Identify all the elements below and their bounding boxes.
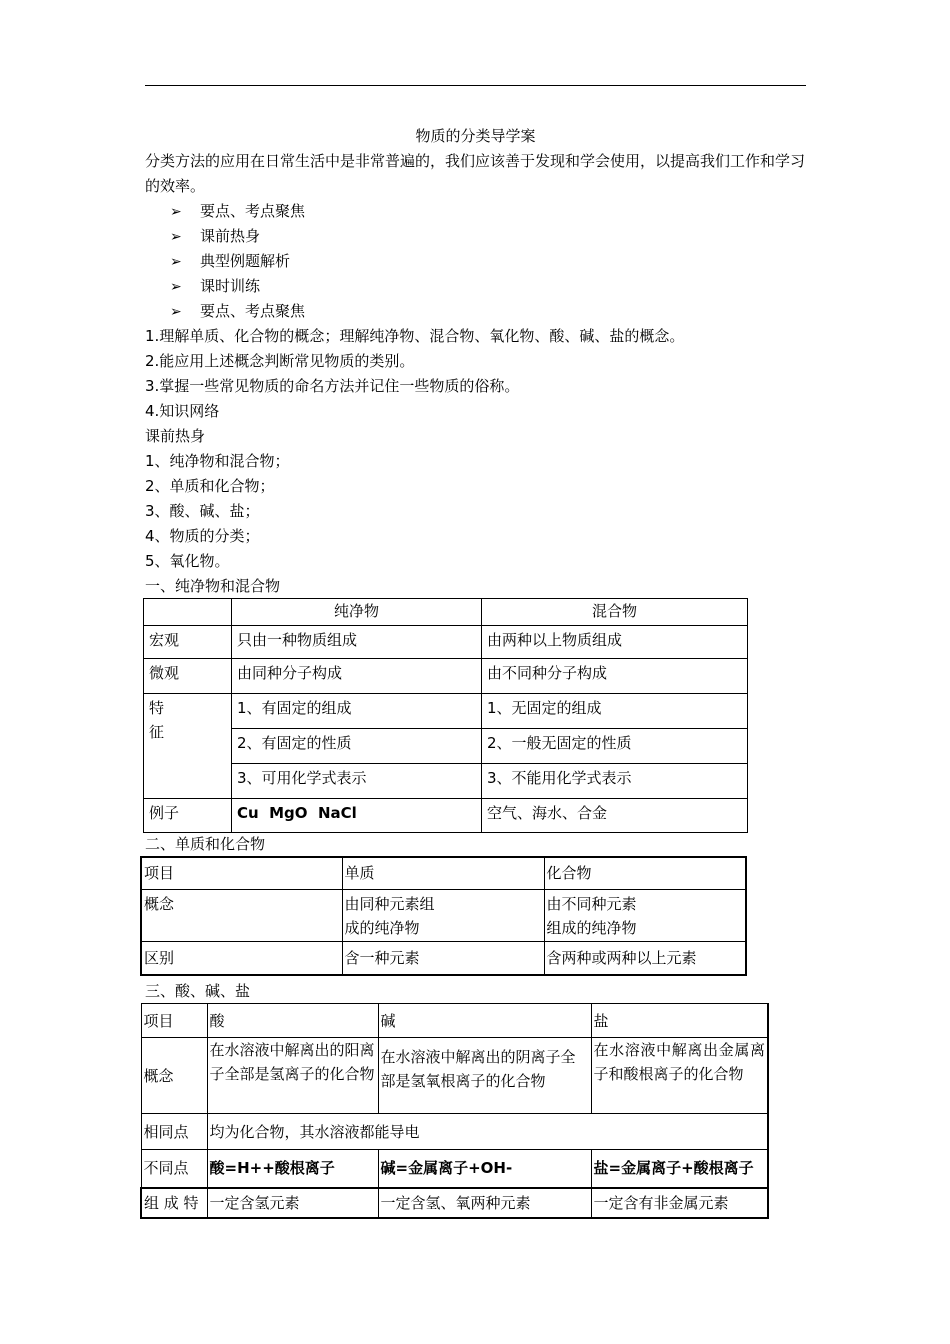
header-salt: 盐 [591,1004,768,1038]
intro-paragraph: 分类方法的应用在日常生活中是非常普遍的，我们应该善于发现和学会使用，以提高我们工作和学习的效率。 [145,152,806,195]
cell-concept-base: 在水溶液中解离出的阴离子全部是氢氧根离子的化合物 [378,1038,591,1114]
cell-macro-mix: 由两种以上物质组成 [482,626,748,659]
table-row [144,626,748,659]
row-label-concept: 概念 [141,889,342,941]
bullet-item: ➢ 要点、考点聚焦 [170,299,305,324]
arrow-icon: ➢ [170,279,182,295]
cell-diff-salt: 盐=金属离子+酸根离子 [591,1150,768,1188]
table-cell [144,599,232,626]
table-row [144,729,748,764]
section2-heading: 二、单质和化合物 [145,835,266,853]
table-row [144,764,748,799]
table-row [141,1150,768,1188]
cell-comp-salt: 一定含有非金属元素 [591,1188,768,1218]
cell-same: 均为化合物，其水溶液都能导电 [207,1114,768,1150]
table-row [141,1114,768,1150]
cell-diff-compound: 含两种或两种以上元素 [544,941,746,975]
cell-feature-pure: 3、可用化学式表示 [232,764,482,799]
header-base: 碱 [378,1004,591,1038]
table-row [144,799,748,833]
section3-heading: 三、酸、碱、盐 [145,982,251,1000]
cell-example-pure: Cu MgO NaCl [232,799,482,833]
row-label-concept: 概念 [141,1038,207,1114]
table-row [144,694,748,729]
arrow-icon: ➢ [170,304,182,320]
section1-heading: 一、纯净物和混合物 [145,577,281,595]
header-compound: 化合物 [544,857,746,889]
header-item: 项目 [141,1004,207,1038]
cell-feature-mix: 3、不能用化学式表示 [482,764,748,799]
bullet-item: ➢ 课前热身 [170,224,260,249]
table-row [141,941,746,975]
point-item: 2.能应用上述概念判断常见物质的类别。 [145,352,415,370]
cell-concept-element: 由同种元素组 成的纯净物 [342,889,544,941]
bullet-item: ➢ 要点、考点聚焦 [170,199,305,224]
table-row [141,1188,768,1218]
header-rule [145,85,806,86]
cell-feature-mix: 2、一般无固定的性质 [482,729,748,764]
warmup-item: 5、氧化物。 [145,552,230,570]
header-pure: 纯净物 [232,599,482,626]
arrow-icon: ➢ [170,254,182,270]
warmup-item: 4、物质的分类； [145,527,260,545]
header-mixture: 混合物 [482,599,748,626]
row-label-example: 例子 [144,799,232,833]
arrow-icon: ➢ [170,229,182,245]
cell-concept-salt: 在水溶液中解离出金属离子和酸根离子的化合物 [591,1038,768,1114]
header-acid: 酸 [207,1004,378,1038]
row-label-macro: 宏观 [144,626,232,659]
warmup-item: 3、酸、碱、盐； [145,502,260,520]
table-row [144,599,748,626]
cell-feature-pure: 2、有固定的性质 [232,729,482,764]
table-row [141,857,746,889]
acid-base-salt-table [140,1003,769,1219]
cell-feature-mix: 1、无固定的组成 [482,694,748,729]
cell-concept-compound: 由不同种元素 组成的纯净物 [544,889,746,941]
element-compound-table [140,856,747,976]
cell-micro-pure: 由同种分子构成 [232,659,482,694]
row-label-same: 相同点 [141,1114,207,1150]
pure-mixture-table [143,598,748,833]
header-item: 项目 [141,857,342,889]
cell-macro-pure: 只由一种物质组成 [232,626,482,659]
row-label-composition: 组 成 特 [141,1188,207,1218]
table-row [141,1004,768,1038]
table-row [144,659,748,694]
cell-diff-acid: 酸=H++酸根离子 [207,1150,378,1188]
cell-comp-acid: 一定含氢元素 [207,1188,378,1218]
arrow-icon: ➢ [170,204,182,220]
cell-feature-pure: 1、有固定的组成 [232,694,482,729]
cell-diff-element: 含一种元素 [342,941,544,975]
row-label-difference: 不同点 [141,1150,207,1188]
row-label-micro: 微观 [144,659,232,694]
warmup-title: 课前热身 [145,427,206,445]
cell-example-mix: 空气、海水、合金 [482,799,748,833]
document-title: 物质的分类导学案 [415,127,536,145]
warmup-item: 1、纯净物和混合物； [145,452,290,470]
bullet-item: ➢ 典型例题解析 [170,249,290,274]
point-item: 3.掌握一些常见物质的命名方法并记住一些物质的俗称。 [145,377,520,395]
row-label-difference: 区别 [141,941,342,975]
table-row [141,1038,768,1114]
cell-diff-base: 碱=金属离子+OH- [378,1150,591,1188]
row-label-feature: 特 征 [144,694,232,799]
bullet-item: ➢ 课时训练 [170,274,260,299]
table-row [141,889,746,941]
point-item: 4.知识网络 [145,402,220,420]
cell-concept-acid: 在水溶液中解离出的阳离子全部是氢离子的化合物 [207,1038,378,1114]
point-item: 1.理解单质、化合物的概念；理解纯净物、混合物、氧化物、酸、碱、盐的概念。 [145,327,685,345]
header-element: 单质 [342,857,544,889]
cell-micro-mix: 由不同种分子构成 [482,659,748,694]
warmup-item: 2、单质和化合物； [145,477,275,495]
cell-comp-base: 一定含氢、氧两种元素 [378,1188,591,1218]
